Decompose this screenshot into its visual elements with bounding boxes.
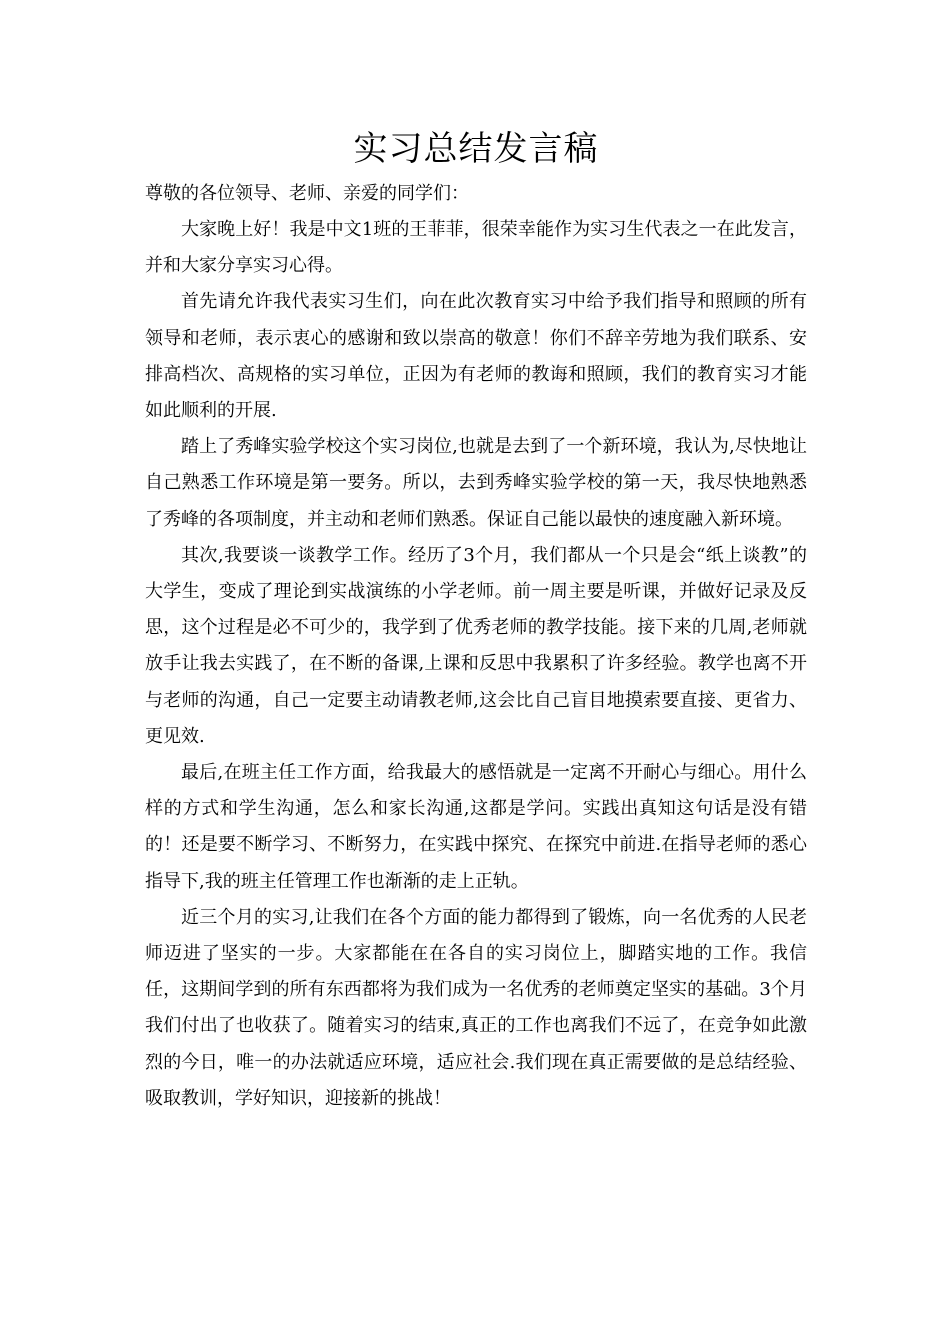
document-title: 实习总结发言稿 [353, 129, 599, 169]
salutation: 尊敬的各位领导、老师、亲爱的同学们： [145, 183, 469, 204]
paragraph-conclusion: 近三个月的实习,让我们在各个方面的能力都得到了锻炼，向一名优秀的人民老师迈进了坚实的一步。大家都能在在各自的实习岗位上，脚踏实地的工作。我信任，这期间学到的所有东西都将为我们成为一名优秀的老师奠定坚实的基础。3个月我们付出了也收获了。随着实习的结束,真正的工作也离我们不远了，在竞争如此激烈的今日，唯一的办法就适应环境，适应社会.我们现在真正需要做的是总结经验、吸取教训，学好知识，迎接新的挑战！ [145, 906, 807, 1109]
document-page [145, 126, 807, 1117]
paragraph-greeting: 大家晚上好！我是中文1班的王菲菲，很荣幸能作为实习生代表之一在此发言，并和大家分享实习心得。 [145, 219, 807, 277]
paragraph-new-environment: 踏上了秀峰实验学校这个实习岗位,也就是去到了一个新环境，我认为,尽快地让自己熟悉工作环境是第一要务。所以，去到秀峰实验学校的第一天，我尽快地熟悉了秀峰的各项制度，并主动和老师们熟悉。保证自己能以最快的速度融入新环境。 [145, 436, 807, 530]
paragraph-thanks: 首先请允许我代表实习生们，向在此次教育实习中给予我们指导和照顾的所有领导和老师，表示衷心的感谢和致以崇高的敬意！你们不辞辛劳地为我们联系、安排高档次、高规格的实习单位，正因为有老师的教诲和照顾，我们的教育实习才能如此顺利的开展. [145, 291, 807, 422]
paragraph-class-teacher: 最后,在班主任工作方面，给我最大的感悟就是一定离不开耐心与细心。用什么样的方式和学生沟通，怎么和家长沟通,这都是学问。实践出真知这句话是没有错的！还是要不断学习、不断努力，在实践中探究、在探究中前进.在指导老师的悉心指导下,我的班主任管理工作也渐渐的走上正轨。 [145, 762, 807, 892]
paragraph-teaching: 其次,我要谈一谈教学工作。经历了3个月，我们都从一个只是会“纸上谈教”的大学生，变成了理论到实战演练的小学老师。前一周主要是听课，并做好记录及反思，这个过程是必不可少的，我学到了优秀老师的教学技能。接下来的几周,老师就放手让我去实践了，在不断的备课,上课和反思中我累积了许多经验。教学也离不开与老师的沟通，自己一定要主动请教老师,这会比自己盲目地摸索要直接、更省力、更见效. [145, 544, 807, 747]
